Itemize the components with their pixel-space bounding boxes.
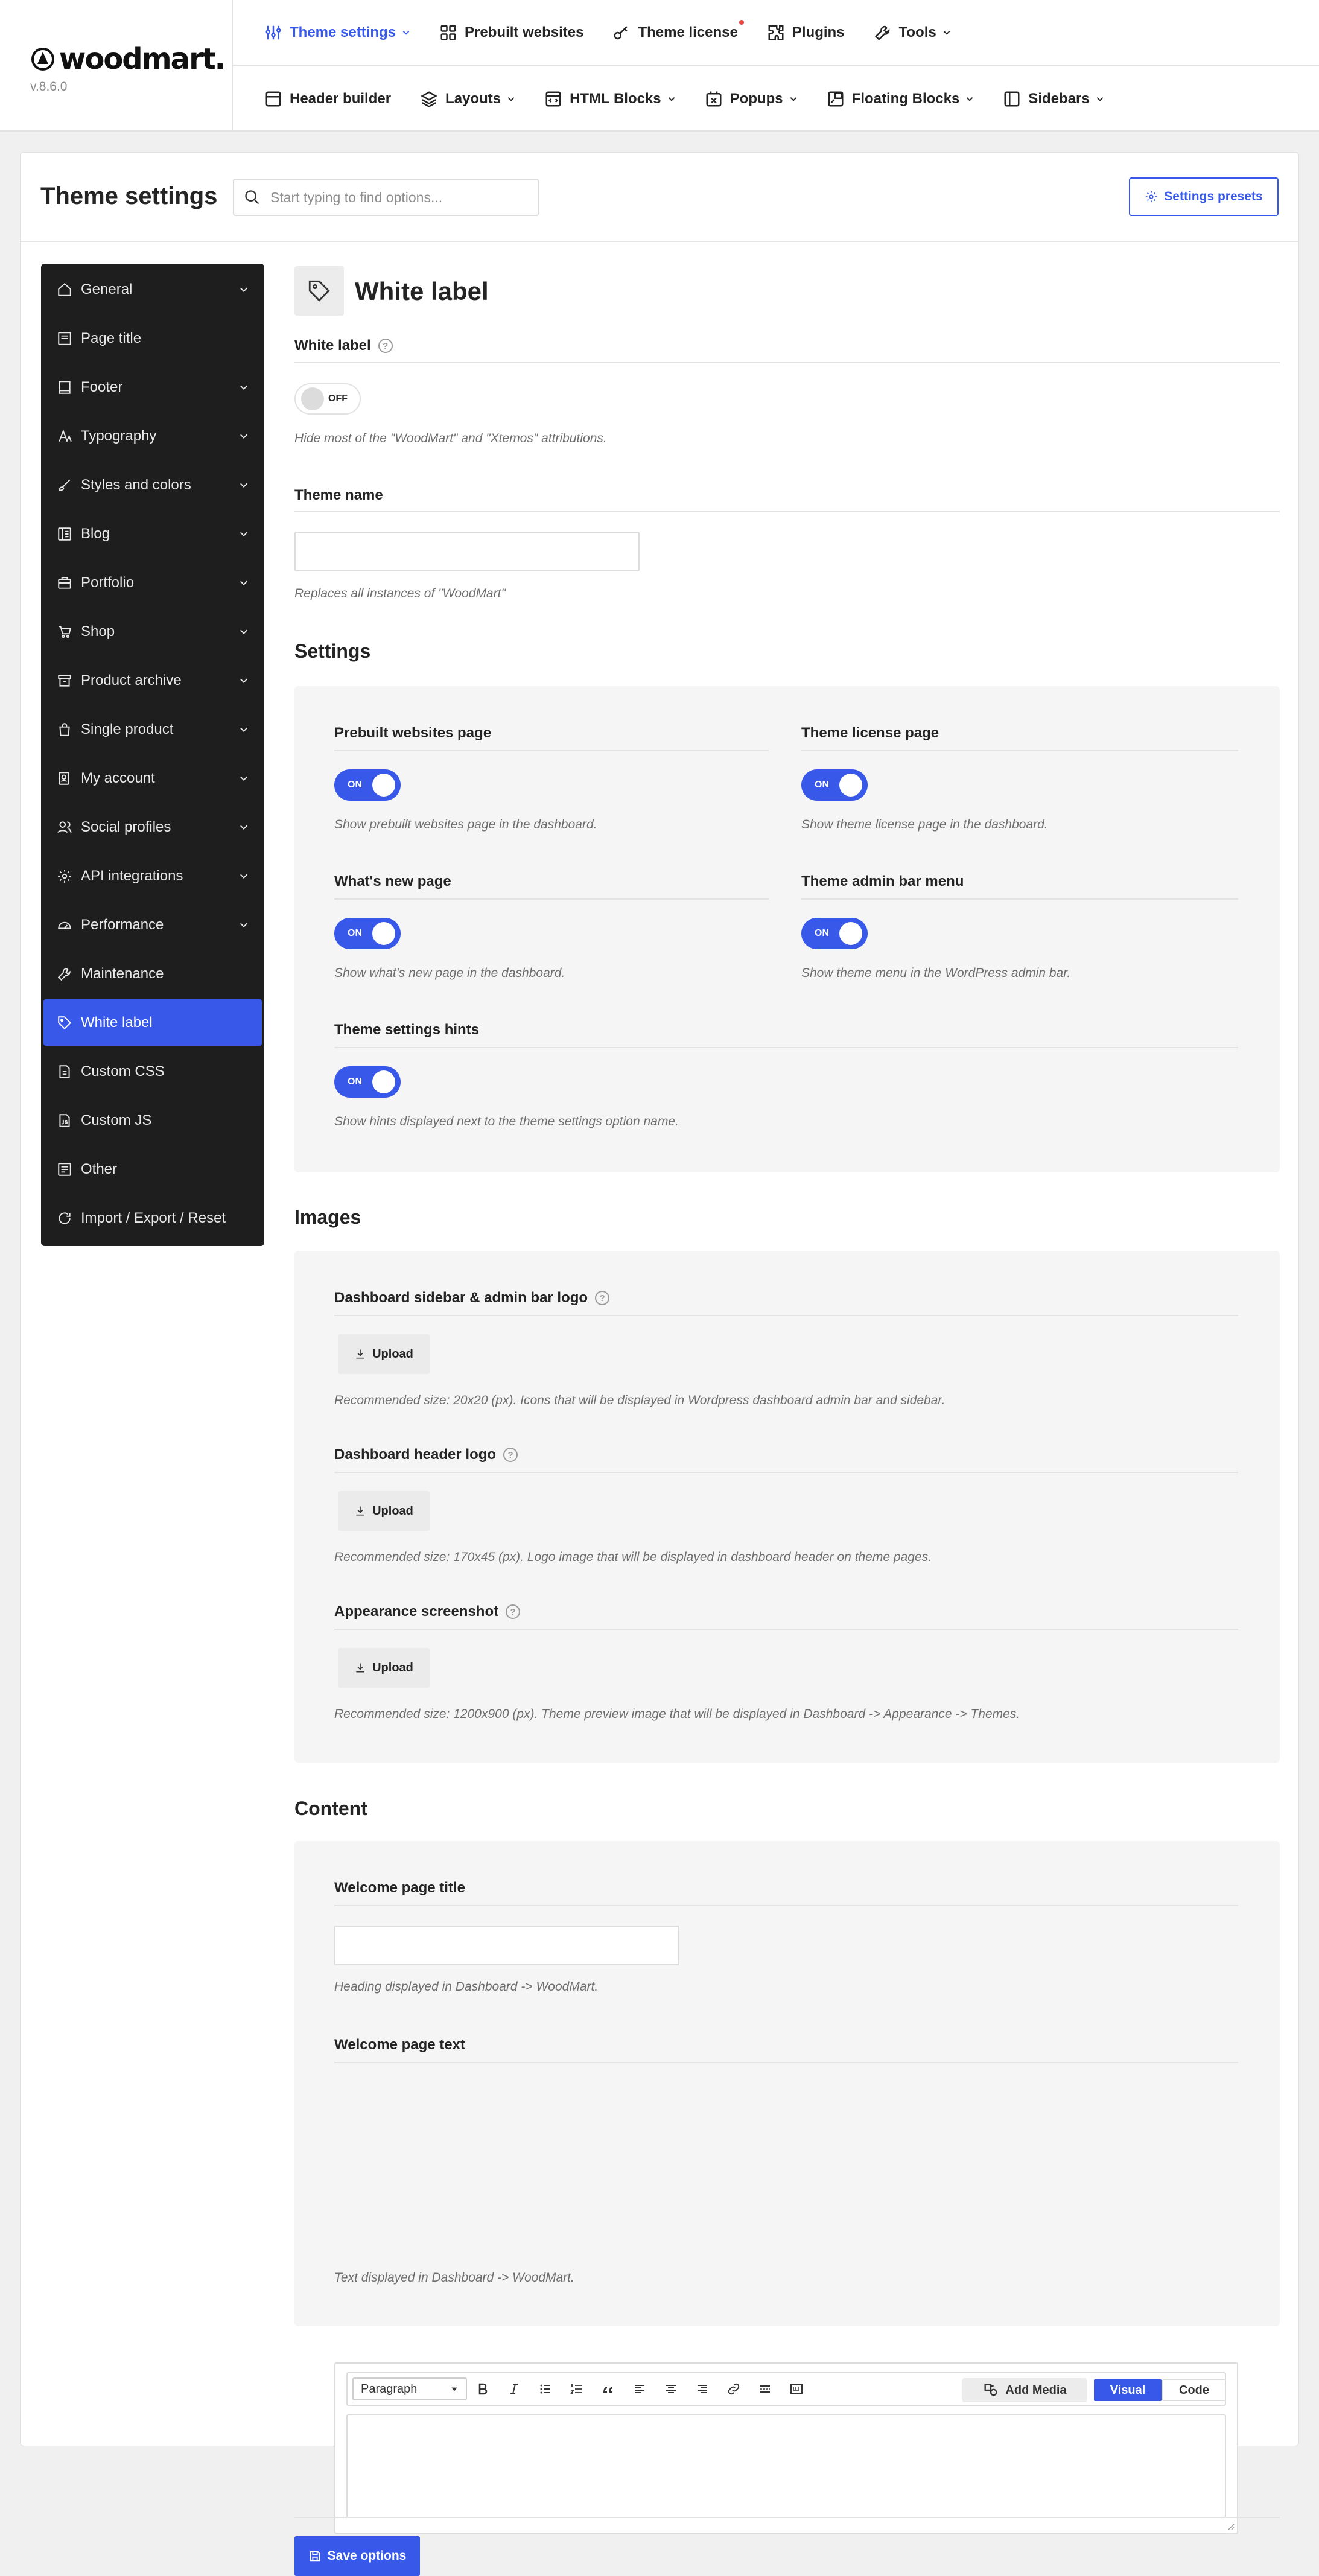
- divider: [334, 1047, 1238, 1048]
- nav-sidebars[interactable]: [1003, 90, 1104, 108]
- save-label: Save options: [327, 2549, 407, 2563]
- sidebar-item-product-archive[interactable]: [43, 657, 262, 704]
- align-right-button[interactable]: [687, 2377, 718, 2401]
- chevron-down-icon: [667, 95, 676, 103]
- chevron-down-icon: [239, 774, 249, 783]
- divider: [334, 1315, 1238, 1316]
- sidebar-item-label: Custom JS: [81, 1111, 152, 1128]
- tag-icon: [57, 1015, 72, 1031]
- theme-name-label: Theme name: [294, 487, 383, 503]
- chevron-down-icon: [402, 28, 410, 37]
- chevron-down-icon: [239, 627, 249, 637]
- read-more-button[interactable]: [749, 2377, 781, 2401]
- toggle-state: ON: [815, 928, 829, 938]
- editor-text-area[interactable]: [346, 2414, 1226, 2518]
- gauge-icon: [57, 917, 72, 933]
- chevron-down-icon: [239, 578, 249, 588]
- format-select[interactable]: [352, 2377, 467, 2400]
- tag-icon: [307, 278, 332, 304]
- sidebar-item-label: Import / Export / Reset: [81, 1209, 226, 1226]
- bullet-list-button[interactable]: [530, 2377, 561, 2401]
- upload-label: Upload: [372, 1661, 413, 1674]
- prebuilt-websites-toggle[interactable]: [334, 769, 401, 801]
- sidebar-item-import-export-reset[interactable]: [43, 1195, 262, 1241]
- nav-label: Floating Blocks: [851, 90, 960, 107]
- sidebar-icon: [1003, 90, 1021, 108]
- sidebar-item-label: Single product: [81, 720, 174, 737]
- white-label-label: [294, 337, 393, 354]
- nav-label: HTML Blocks: [570, 90, 661, 107]
- sidebar-item-my-account[interactable]: [43, 755, 262, 801]
- sidebar-item-api-integrations[interactable]: [43, 853, 262, 899]
- toolbar-toggle-button[interactable]: [781, 2377, 812, 2401]
- toggle-state: ON: [815, 780, 829, 790]
- chevron-down-icon: [239, 920, 249, 930]
- toggle-state: ON: [348, 928, 362, 938]
- align-left-icon: [632, 2382, 647, 2396]
- nav-label: Layouts: [445, 90, 501, 107]
- sidebar-logo-desc: Recommended size: 20x20 (px). Icons that will be displayed in Wordpress dashboard admin bar and sidebar.: [334, 1393, 946, 1407]
- toggle-state: OFF: [328, 393, 348, 404]
- toggle-state: ON: [348, 780, 362, 790]
- add-media-label: Add Media: [1005, 2383, 1067, 2397]
- html-block-icon: [544, 90, 562, 108]
- insert-link-button[interactable]: [718, 2377, 749, 2401]
- woodmart-logo-icon: [30, 46, 56, 72]
- section-icon: [294, 266, 344, 316]
- prebuilt-websites-desc: Show prebuilt websites page in the dashboard.: [334, 818, 597, 832]
- header-icon: [264, 90, 282, 108]
- save-icon: [308, 2549, 322, 2563]
- header-logo-text: Dashboard header logo: [334, 1446, 497, 1463]
- settings-group: [294, 686, 1280, 1172]
- top-nav-row-1: [233, 0, 1319, 66]
- tab-code[interactable]: Code: [1162, 2379, 1226, 2401]
- chevron-down-icon: [239, 822, 249, 832]
- sidebar-item-shop[interactable]: [43, 608, 262, 655]
- nav-layouts[interactable]: [420, 90, 515, 108]
- help-icon[interactable]: ?: [506, 1604, 520, 1619]
- nav-theme-license[interactable]: [612, 24, 737, 42]
- nav-theme-settings[interactable]: [264, 24, 410, 42]
- divider: [334, 1629, 1238, 1630]
- sidebar-item-maintenance[interactable]: [43, 950, 262, 997]
- divider: [334, 898, 769, 900]
- chevron-down-icon: [1096, 95, 1104, 103]
- nav-prebuilt-websites[interactable]: [439, 24, 583, 42]
- nav-floating-blocks[interactable]: [827, 90, 974, 108]
- sidebar-item-label: Footer: [81, 378, 123, 395]
- header-logo-upload-button[interactable]: [338, 1491, 430, 1531]
- add-media-icon: [982, 2382, 999, 2399]
- sidebar-item-general[interactable]: [43, 266, 262, 313]
- top-bar: [0, 0, 1319, 132]
- nav-html-blocks[interactable]: [544, 90, 676, 108]
- sidebar-item-label: Social profiles: [81, 818, 171, 835]
- chevron-down-icon: [239, 480, 249, 490]
- sidebar-item-label: Styles and colors: [81, 476, 191, 493]
- nav-label: Theme license: [638, 24, 738, 40]
- admin-bar-menu-toggle[interactable]: [801, 918, 868, 949]
- settings-hints-desc: Show hints displayed next to the theme settings option name.: [334, 1115, 679, 1128]
- chevron-down-icon: [239, 285, 249, 294]
- appearance-screenshot-upload-button[interactable]: [338, 1648, 430, 1688]
- wrench-icon: [57, 966, 72, 982]
- archive-icon: [57, 673, 72, 689]
- sidebar-item-label: Custom CSS: [81, 1063, 165, 1080]
- footer-icon: [57, 380, 72, 395]
- sidebar-item-label: White label: [81, 1014, 153, 1031]
- chevron-down-icon: [239, 676, 249, 685]
- gear-icon: [57, 868, 72, 884]
- sidebar-item-custom-js[interactable]: [43, 1097, 262, 1143]
- theme-license-desc: Show theme license page in the dashboard.: [801, 818, 1048, 832]
- download-icon: [354, 1505, 366, 1517]
- sidebar-item-label: Performance: [81, 916, 164, 933]
- nav-plugins[interactable]: [767, 24, 845, 42]
- nav-tools[interactable]: [874, 24, 951, 42]
- whats-new-desc: Show what's new page in the dashboard.: [334, 966, 565, 980]
- layers-icon: [420, 90, 438, 108]
- sliders-icon: [264, 24, 282, 42]
- puzzle-icon: [767, 24, 785, 42]
- blog-icon: [57, 526, 72, 542]
- sidebar-item-styles-and-colors[interactable]: [43, 462, 262, 508]
- toggle-knob: [372, 1070, 395, 1093]
- divider: [801, 750, 1238, 751]
- nav-label: Prebuilt websites: [465, 24, 584, 40]
- editor-toolbar: [346, 2372, 1226, 2406]
- italic-icon: [507, 2382, 521, 2396]
- download-icon: [354, 1348, 366, 1360]
- chevron-down-icon: [239, 529, 249, 539]
- account-icon: [57, 771, 72, 786]
- bag-icon: [57, 722, 72, 737]
- sidebar-item-label: Maintenance: [81, 965, 164, 982]
- read-more-icon: [758, 2382, 772, 2396]
- chevron-down-icon: [239, 431, 249, 441]
- theme-license-label: Theme license page: [801, 725, 939, 741]
- page-title: Theme settings: [40, 183, 218, 209]
- settings-panel: [20, 152, 1299, 2563]
- search-icon: [244, 189, 261, 206]
- page-title-icon: [57, 331, 72, 346]
- settings-hints-label: Theme settings hints: [334, 1022, 480, 1038]
- toggle-state: ON: [348, 1077, 362, 1087]
- prebuilt-websites-label: Prebuilt websites page: [334, 725, 492, 741]
- sidebar-item-label: Other: [81, 1160, 118, 1177]
- sidebar-item-label: General: [81, 281, 133, 297]
- help-icon[interactable]: ?: [378, 339, 393, 353]
- home-icon: [57, 282, 72, 297]
- help-icon[interactable]: ?: [595, 1291, 609, 1305]
- content-heading: Content: [294, 1798, 367, 1819]
- quote-icon: [601, 2382, 615, 2396]
- align-center-icon: [664, 2382, 678, 2396]
- bullet-list-icon: [538, 2382, 553, 2396]
- italic-button[interactable]: [498, 2377, 530, 2401]
- align-right-icon: [695, 2382, 710, 2396]
- sidebar-item-custom-css[interactable]: [43, 1048, 262, 1095]
- gear-icon: [1145, 190, 1158, 203]
- sidebar-item-single-product[interactable]: [43, 706, 262, 752]
- tab-visual[interactable]: Visual: [1094, 2379, 1162, 2401]
- settings-hints-toggle[interactable]: [334, 1066, 401, 1098]
- sidebar-item-typography[interactable]: [43, 413, 262, 459]
- section-title: White label: [355, 277, 489, 305]
- chevron-down-icon: [239, 383, 249, 392]
- admin-bar-menu-label: Theme admin bar menu: [801, 873, 964, 889]
- welcome-title-label: Welcome page title: [334, 1880, 465, 1896]
- toggle-knob: [301, 387, 324, 410]
- grid-icon: [439, 24, 457, 42]
- link-icon: [726, 2382, 741, 2396]
- brand-name: woodmart.: [59, 42, 224, 76]
- nav-label: Tools: [898, 24, 936, 40]
- divider: [334, 750, 769, 751]
- sidebar-item-other[interactable]: [43, 1146, 262, 1192]
- welcome-text-editor: [334, 2362, 1238, 2534]
- floating-block-icon: [827, 90, 845, 108]
- presets-label: Settings presets: [1164, 189, 1263, 203]
- caret-down-icon: [450, 2385, 459, 2393]
- search-input[interactable]: [270, 189, 524, 206]
- nav-header-builder[interactable]: [264, 90, 391, 108]
- divider: [334, 2062, 1238, 2063]
- refresh-icon: [57, 1210, 72, 1226]
- sidebar-item-portfolio[interactable]: [43, 559, 262, 606]
- sidebar-item-label: My account: [81, 769, 155, 786]
- download-icon: [354, 1662, 366, 1674]
- upload-label: Upload: [372, 1504, 413, 1518]
- top-nav-row-2: [233, 66, 1319, 132]
- sidebar-logo-upload-button[interactable]: [338, 1334, 430, 1374]
- images-group: [294, 1251, 1280, 1763]
- woodmart-logo[interactable]: [30, 42, 224, 76]
- toggle-knob: [372, 922, 395, 945]
- sidebar-item-page-title[interactable]: [43, 315, 262, 361]
- align-left-button[interactable]: [624, 2377, 655, 2401]
- version-label: v.8.6.0: [30, 80, 68, 94]
- welcome-text-desc: Text displayed in Dashboard -> WoodMart.: [334, 2271, 574, 2285]
- align-center-button[interactable]: [655, 2377, 687, 2401]
- divider: [801, 898, 1238, 900]
- chevron-down-icon: [507, 95, 515, 103]
- upload-label: Upload: [372, 1347, 413, 1361]
- sidebar-item-performance[interactable]: [43, 902, 262, 948]
- nav-label: Header builder: [290, 90, 392, 107]
- toggle-knob: [839, 922, 862, 945]
- js-file-icon: [57, 1113, 72, 1128]
- sidebar-item-label: Page title: [81, 329, 142, 346]
- sidebar-item-label: Blog: [81, 525, 110, 542]
- sidebar-item-label: Typography: [81, 427, 157, 444]
- cart-icon: [57, 624, 72, 640]
- theme-name-desc: Replaces all instances of "WoodMart": [294, 587, 506, 600]
- save-options-button[interactable]: [294, 2536, 420, 2576]
- divider: [294, 2517, 1280, 2518]
- resize-handle-icon[interactable]: [1226, 2522, 1235, 2530]
- settings-presets-button[interactable]: [1129, 177, 1279, 216]
- css-file-icon: [57, 1064, 72, 1080]
- divider: [294, 511, 1280, 512]
- nav-label: Plugins: [792, 24, 845, 40]
- settings-sidebar: [41, 264, 264, 1246]
- chevron-down-icon: [239, 725, 249, 734]
- bold-button[interactable]: [467, 2377, 498, 2401]
- wrench-icon: [874, 24, 892, 42]
- search-box[interactable]: [233, 179, 539, 216]
- settings-heading: Settings: [294, 640, 371, 662]
- toggle-knob: [372, 774, 395, 797]
- keyboard-icon: [789, 2382, 804, 2396]
- blockquote-button[interactable]: [593, 2377, 624, 2401]
- nav-label: Theme settings: [290, 24, 396, 40]
- nav-label: Sidebars: [1028, 90, 1090, 107]
- sidebar-item-label: Shop: [81, 623, 115, 640]
- briefcase-icon: [57, 575, 72, 591]
- header-logo-label: [334, 1446, 518, 1463]
- whats-new-toggle[interactable]: [334, 918, 401, 949]
- panel-header: [21, 153, 1298, 242]
- header-logo-desc: Recommended size: 170x45 (px). Logo image that will be displayed in dashboard header on theme pages.: [334, 1550, 932, 1564]
- sidebar-item-social-profiles[interactable]: [43, 804, 262, 850]
- sidebar-item-label: Portfolio: [81, 574, 135, 591]
- format-select-value: Paragraph: [361, 2382, 418, 2396]
- numbered-list-icon: [570, 2382, 584, 2396]
- appearance-screenshot-text: Appearance screenshot: [334, 1603, 499, 1620]
- content-group: [294, 1841, 1280, 2326]
- whats-new-label: What's new page: [334, 873, 451, 889]
- typography-icon: [57, 428, 72, 444]
- toggle-knob: [839, 774, 862, 797]
- users-icon: [57, 819, 72, 835]
- sidebar-logo-text: Dashboard sidebar & admin bar logo: [334, 1290, 588, 1306]
- divider: [334, 1472, 1238, 1473]
- theme-name-input[interactable]: [294, 532, 640, 571]
- other-icon: [57, 1162, 72, 1177]
- nav-popups[interactable]: [705, 90, 798, 108]
- chevron-down-icon: [789, 95, 798, 103]
- bold-icon: [475, 2382, 490, 2396]
- key-icon: [612, 24, 631, 42]
- appearance-screenshot-desc: Recommended size: 1200x900 (px). Theme preview image that will be displayed in Dashboard -> Appearance -> Themes.: [334, 1707, 1020, 1721]
- admin-bar-menu-desc: Show theme menu in the WordPress admin bar.: [801, 966, 1071, 980]
- theme-license-toggle[interactable]: [801, 769, 868, 801]
- chevron-down-icon: [965, 95, 974, 103]
- chevron-down-icon: [239, 871, 249, 881]
- welcome-title-desc: Heading displayed in Dashboard -> WoodMart.: [334, 1980, 599, 1994]
- notification-dot: [739, 20, 744, 25]
- welcome-title-input[interactable]: [334, 1926, 679, 1965]
- images-heading: Images: [294, 1206, 361, 1228]
- welcome-text-label: Welcome page text: [334, 2037, 465, 2053]
- brand-block: [0, 0, 233, 132]
- sidebar-item-label: Product archive: [81, 672, 182, 689]
- nav-label: Popups: [729, 90, 783, 107]
- help-icon[interactable]: ?: [503, 1448, 518, 1462]
- divider: [334, 1905, 1238, 1906]
- sidebar-item-label: API integrations: [81, 867, 183, 884]
- add-media-button[interactable]: [962, 2378, 1087, 2402]
- white-label-toggle[interactable]: [294, 383, 361, 415]
- popup-icon: [705, 90, 723, 108]
- sidebar-logo-label: [334, 1290, 609, 1306]
- divider: [294, 362, 1280, 363]
- numbered-list-button[interactable]: [561, 2377, 593, 2401]
- chevron-down-icon: [942, 28, 951, 37]
- white-label-desc: Hide most of the "WoodMart" and "Xtemos" attributions.: [294, 431, 607, 445]
- sidebar-item-footer[interactable]: [43, 364, 262, 410]
- white-label-text: White label: [294, 337, 371, 354]
- appearance-screenshot-label: [334, 1603, 520, 1620]
- brush-icon: [57, 477, 72, 493]
- sidebar-item-white-label[interactable]: [43, 999, 262, 1046]
- sidebar-item-blog[interactable]: [43, 510, 262, 557]
